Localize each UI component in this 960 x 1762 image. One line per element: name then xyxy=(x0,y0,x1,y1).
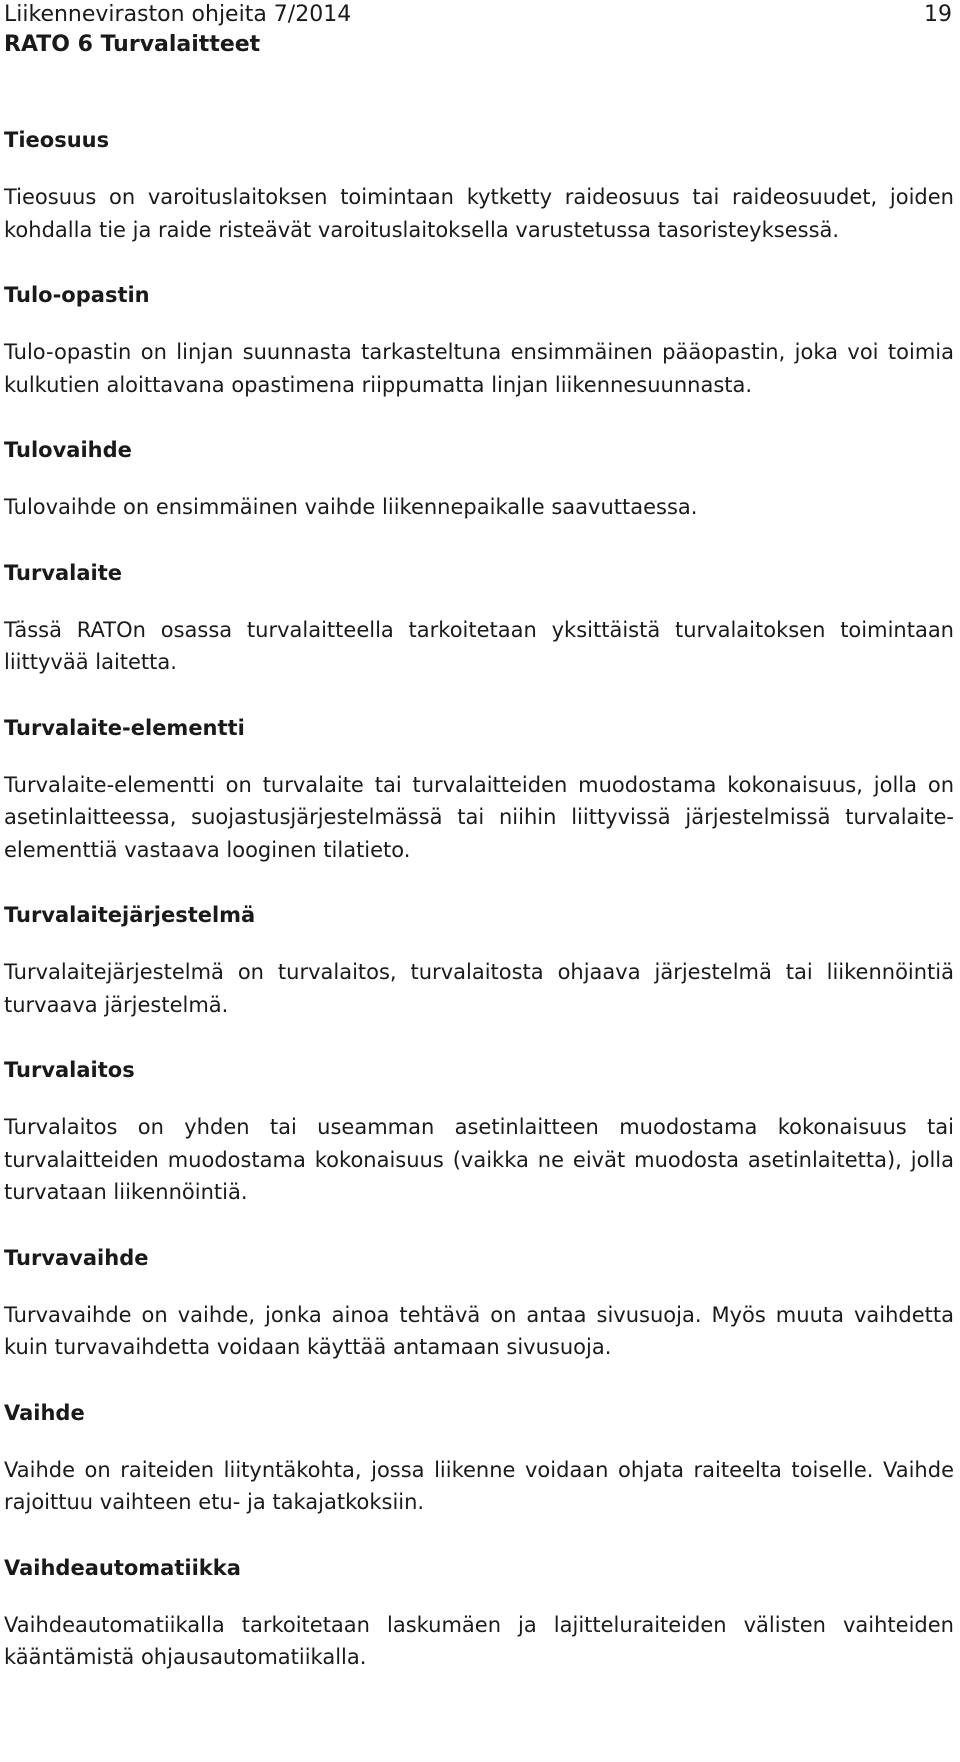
term-heading: Turvalaite-elementti xyxy=(4,715,245,740)
term-definition: Turvalaitejärjestelmä on turvalaitos, turvalaitosta ohjaava järjestelmä tai liikennöintiä turvaava järjestelmä. xyxy=(4,960,954,1017)
term-heading: Turvalaite xyxy=(4,560,123,585)
term-definition: Tulo-opastin on linjan suunnasta tarkasteltuna ensimmäinen pääopastin, joka voi toimia kulkutien aloittavana opastimena riippumatta linjan liikennesuunnasta. xyxy=(4,340,954,397)
term-definition: Vaihde on raiteiden liityntäkohta, jossa liikenne voidaan ohjata raiteelta toiselle. Vaihde rajoittuu vaihteen etu- ja takajatkoksiin. xyxy=(4,1457,954,1514)
term-definition: Tulovaihde on ensimmäinen vaihde liikennepaikalle saavuttaessa. xyxy=(4,495,698,519)
glossary-entry xyxy=(4,434,954,524)
glossary-entry xyxy=(4,1054,954,1209)
glossary-entry xyxy=(4,1552,954,1674)
term-heading: Turvalaitejärjestelmä xyxy=(4,903,256,927)
glossary-entry xyxy=(4,712,954,867)
document-subtitle: RATO 6 Turvalaitteet xyxy=(4,32,261,57)
glossary-entry xyxy=(4,1242,954,1364)
document-title: Liikenneviraston ohjeita 7/2014 xyxy=(4,2,352,27)
page-header xyxy=(4,0,351,60)
term-heading: Turvalaitos xyxy=(4,1058,135,1082)
term-heading: Turvavaihde xyxy=(4,1245,149,1270)
glossary-entry xyxy=(4,1397,954,1519)
term-definition: Turvalaitos on yhden tai useamman asetinlaitteen muodostama kokonaisuus tai turvalaitteiden muodostama kokonaisuus (vaikka ne eivät muodosta asetinlaitetta), jolla turvataan liikennöintiä. xyxy=(4,1115,954,1204)
glossary-entry xyxy=(4,557,954,679)
term-heading: Vaihdeautomatiikka xyxy=(4,1555,241,1580)
term-heading: Vaihde xyxy=(4,1400,85,1425)
term-definition: Tässä RATOn osassa turvalaitteella tarkoitetaan yksittäistä turvalaitoksen toimintaan liittyvää laitetta. xyxy=(4,617,954,674)
glossary-entry xyxy=(4,124,954,246)
term-heading: Tulo-opastin xyxy=(4,283,150,307)
glossary-entry xyxy=(4,899,954,1021)
glossary-entry xyxy=(4,279,954,401)
glossary-list xyxy=(4,124,954,1674)
term-definition: Turvavaihde on vaihde, jonka ainoa tehtävä on antaa sivusuoja. Myös muuta vaihdetta kuin turvavaihdetta voidaan käyttää antamaan sivusuoja. xyxy=(4,1302,954,1359)
term-definition: Tieosuus on varoituslaitoksen toimintaan kytketty raideosuus tai raideosuudet, joiden kohdalla tie ja raide risteävät varoituslaitoksella varustetussa tasoristeyksessä. xyxy=(4,185,954,242)
term-heading: Tulovaihde xyxy=(4,438,132,462)
term-definition: Turvalaite-elementti on turvalaite tai turvalaitteiden muodostama kokonaisuus, jolla on asetinlaitteessa, suojastusjärjestelmässä tai niihin liittyvissä järjestelmissä turvalaite-elementtiä vastaava looginen tilatieto. xyxy=(4,772,954,862)
page-number: 19 xyxy=(924,2,952,27)
term-heading: Tieosuus xyxy=(4,128,110,152)
term-definition: Vaihdeautomatiikalla tarkoitetaan laskumäen ja lajitteluraiteiden välisten vaihteiden kääntämistä ohjausautomatiikalla. xyxy=(4,1612,954,1669)
